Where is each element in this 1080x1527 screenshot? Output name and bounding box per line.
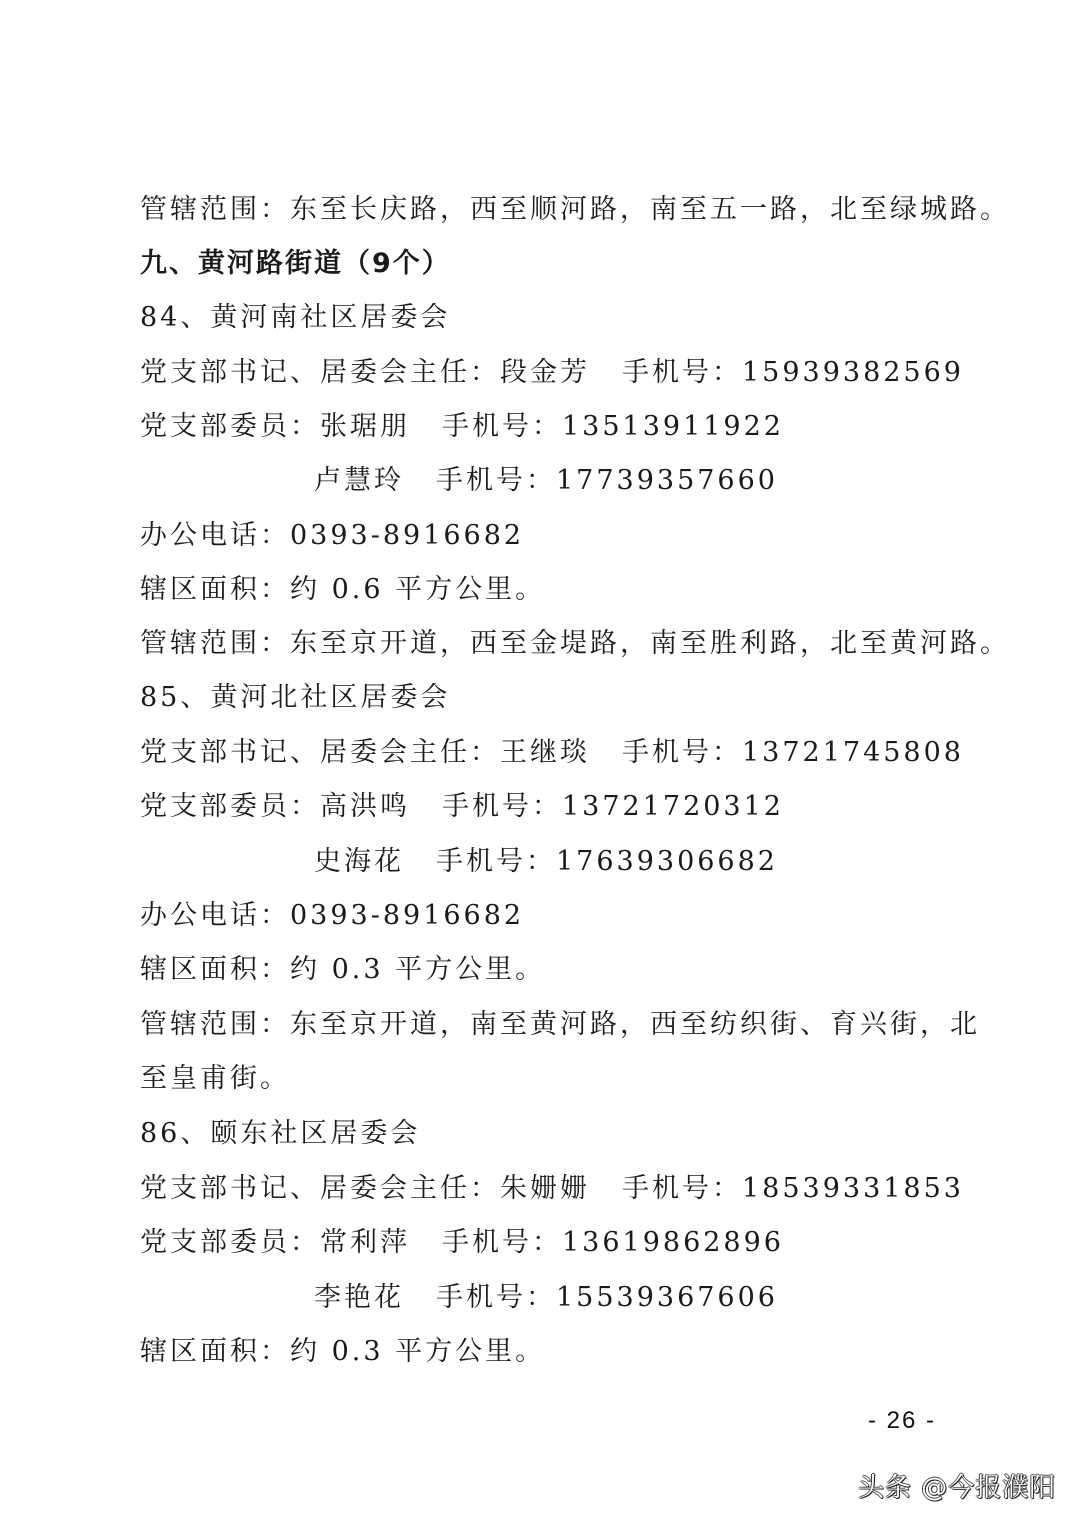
member-phone: 13721720312 xyxy=(562,791,784,822)
phone-label: 手机号： xyxy=(436,1282,556,1313)
member-line xyxy=(140,1226,784,1260)
previous-scope-text: 管辖范围：东至长庆路，西至顺河路，南至五一路，北至绿城路。 xyxy=(140,194,1010,225)
member-phone: 17739357660 xyxy=(556,465,778,496)
secretary-name: 段金芳 xyxy=(500,357,590,388)
members-label: 党支部委员： xyxy=(140,411,320,442)
phone-label: 手机号： xyxy=(442,791,562,822)
members-label: 党支部委员： xyxy=(140,1227,320,1258)
area-text: 辖区面积：约 0.3 平方公里。 xyxy=(140,954,546,985)
member-line xyxy=(314,464,778,498)
watermark: 头条 @今报濮阳 xyxy=(858,1473,1057,1503)
secretary-phone: 13721745808 xyxy=(742,737,964,768)
scope-text: 管辖范围：东至京开道，南至黄河路，西至纺织街、育兴街，北 xyxy=(140,1009,980,1040)
member-line xyxy=(140,410,784,444)
phone-label: 手机号： xyxy=(622,357,742,388)
area-text: 辖区面积：约 0.3 平方公里。 xyxy=(140,1336,546,1367)
secretary-phone: 15939382569 xyxy=(742,357,964,388)
member-line xyxy=(314,1281,778,1315)
community-title: 84、黄河南社区居委会 xyxy=(140,302,451,333)
member-name: 高洪鸣 xyxy=(320,791,410,822)
scope-text-continued: 至皇甫街。 xyxy=(140,1063,290,1094)
secretary-label: 党支部书记、居委会主任： xyxy=(140,1173,500,1204)
phone-label: 手机号： xyxy=(442,411,562,442)
secretary-label: 党支部书记、居委会主任： xyxy=(140,357,500,388)
member-phone: 15539367606 xyxy=(556,1282,778,1313)
secretary-label: 党支部书记、居委会主任： xyxy=(140,737,500,768)
phone-label: 手机号： xyxy=(442,1227,562,1258)
secretary-line xyxy=(140,736,964,770)
member-name: 李艳花 xyxy=(314,1282,404,1313)
member-name: 史海花 xyxy=(314,846,404,877)
office-phone: 办公电话：0393-8916682 xyxy=(140,900,525,931)
members-label: 党支部委员： xyxy=(140,791,320,822)
office-phone: 办公电话：0393-8916682 xyxy=(140,520,525,551)
scope-text: 管辖范围：东至京开道，西至金堤路，南至胜利路，北至黄河路。 xyxy=(140,628,1010,659)
area-text: 辖区面积：约 0.6 平方公里。 xyxy=(140,574,546,605)
member-phone: 13513911922 xyxy=(562,411,784,442)
phone-label: 手机号： xyxy=(436,846,556,877)
page-number: - 26 - xyxy=(868,1407,937,1434)
community-title: 86、颐东社区居委会 xyxy=(140,1118,421,1149)
phone-label: 手机号： xyxy=(622,737,742,768)
secretary-name: 王继琰 xyxy=(500,737,590,768)
secretary-line xyxy=(140,356,964,390)
secretary-phone: 18539331853 xyxy=(742,1173,964,1204)
community-title: 85、黄河北社区居委会 xyxy=(140,682,451,713)
member-line xyxy=(314,845,778,879)
member-line xyxy=(140,790,784,824)
member-name: 常利萍 xyxy=(320,1227,410,1258)
secretary-line xyxy=(140,1172,964,1206)
member-phone: 13619862896 xyxy=(562,1227,784,1258)
phone-label: 手机号： xyxy=(436,465,556,496)
phone-label: 手机号： xyxy=(622,1173,742,1204)
member-name: 卢慧玲 xyxy=(314,465,404,496)
member-name: 张琚朋 xyxy=(320,411,410,442)
section-heading: 九、黄河路街道（9个） xyxy=(140,248,451,279)
secretary-name: 朱姗姗 xyxy=(500,1173,590,1204)
member-phone: 17639306682 xyxy=(556,846,778,877)
